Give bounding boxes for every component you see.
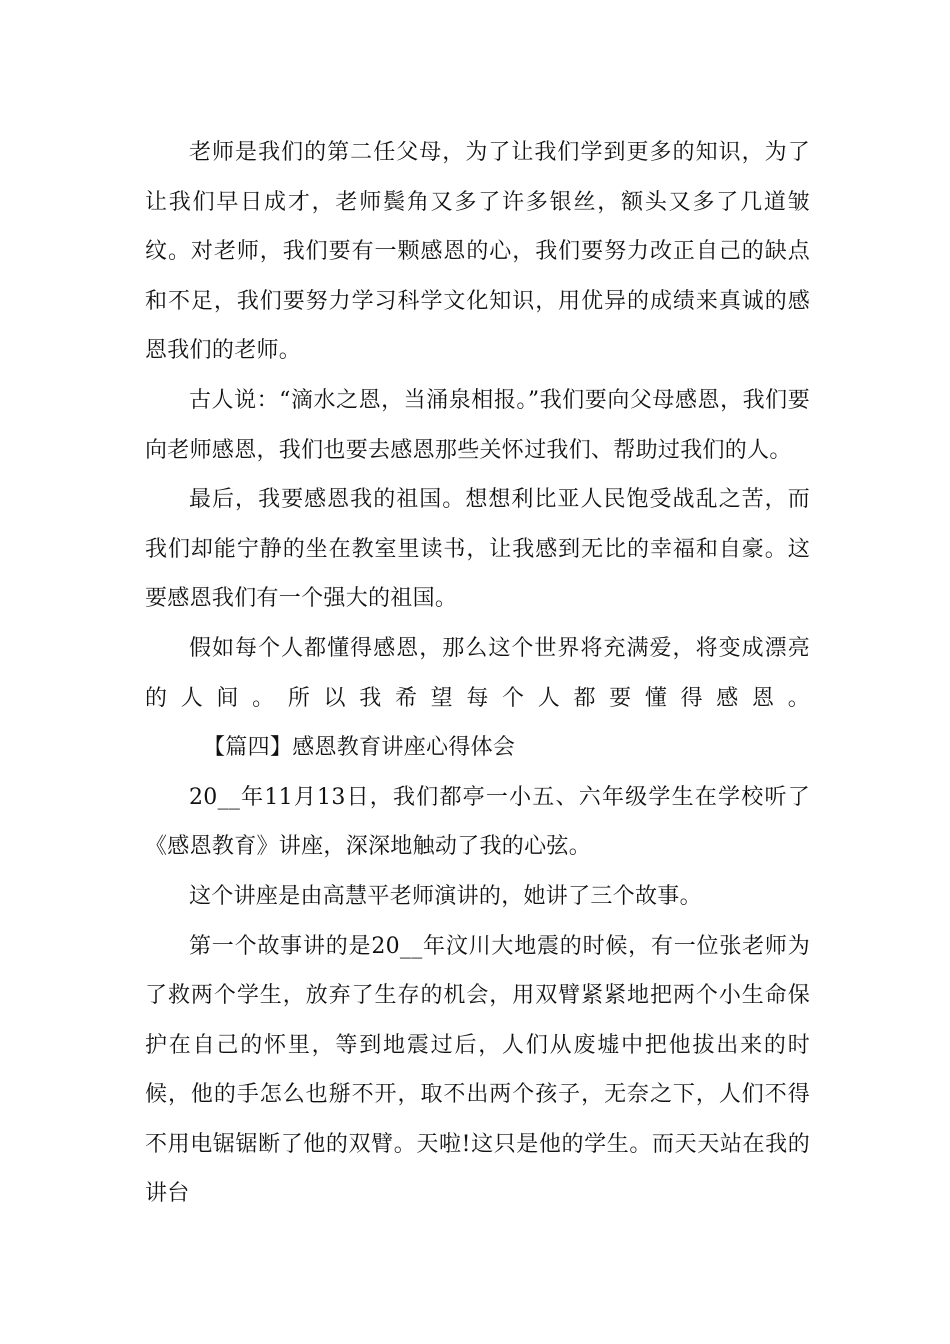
paragraph-ancient-saying: 古人说：“滴水之恩，当涌泉相报。”我们要向父母感恩，我们要向老师感恩，我们也要去感恩那些关怀过我们、帮助过我们的人。 <box>145 387 810 463</box>
paragraph-lecture-speaker: 这个讲座是由高慧平老师演讲的，她讲了三个故事。 <box>189 883 702 909</box>
paragraph-first-story: 第一个故事讲的是20__年汶川大地震的时候，有一位张老师为了救两个学生，放弃了生存的机会，用双臂紧紧地把两个小生命保护在自己的怀里，等到地震过后，人们从废墟中把他拔出来的时候，他的手怎么也掰不开，取不出两个孩子，无奈之下，人们不得不用电锯锯断了他的双臂。天啦!这只是他的学生。而天天站在我的讲台 <box>145 933 810 1207</box>
document-body <box>145 128 810 1219</box>
paragraph-lecture-date: 20__年11月13日，我们都亭一小五、六年级学生在学校听了《感恩教育》讲座，深深地触动了我的心弦。 <box>145 784 810 860</box>
paragraph-everyone-gratitude <box>145 624 810 773</box>
section-heading: 【篇四】感恩教育讲座心得体会 <box>203 735 516 761</box>
paragraph-teacher-gratitude: 老师是我们的第二任父母，为了让我们学到更多的知识，为了让我们早日成才，老师鬓角又多了许多银丝，额头又多了几道皱纹。对老师，我们要有一颗感恩的心，我们要努力改正自己的缺点和不足，我们要努力学习科学文化知识，用优异的成绩来真诚的感恩我们的老师。 <box>145 140 810 364</box>
paragraph-everyone-gratitude-text: 假如每个人都懂得感恩，那么这个世界将充满爱，将变成漂亮的人间。所以我希望每个人都要懂得感恩。 <box>145 635 810 711</box>
paragraph-motherland: 最后，我要感恩我的祖国。想想利比亚人民饱受战乱之苦，而我们却能宁静的坐在教室里读书，让我感到无比的幸福和自豪。这要感恩我们有一个强大的祖国。 <box>145 487 810 612</box>
